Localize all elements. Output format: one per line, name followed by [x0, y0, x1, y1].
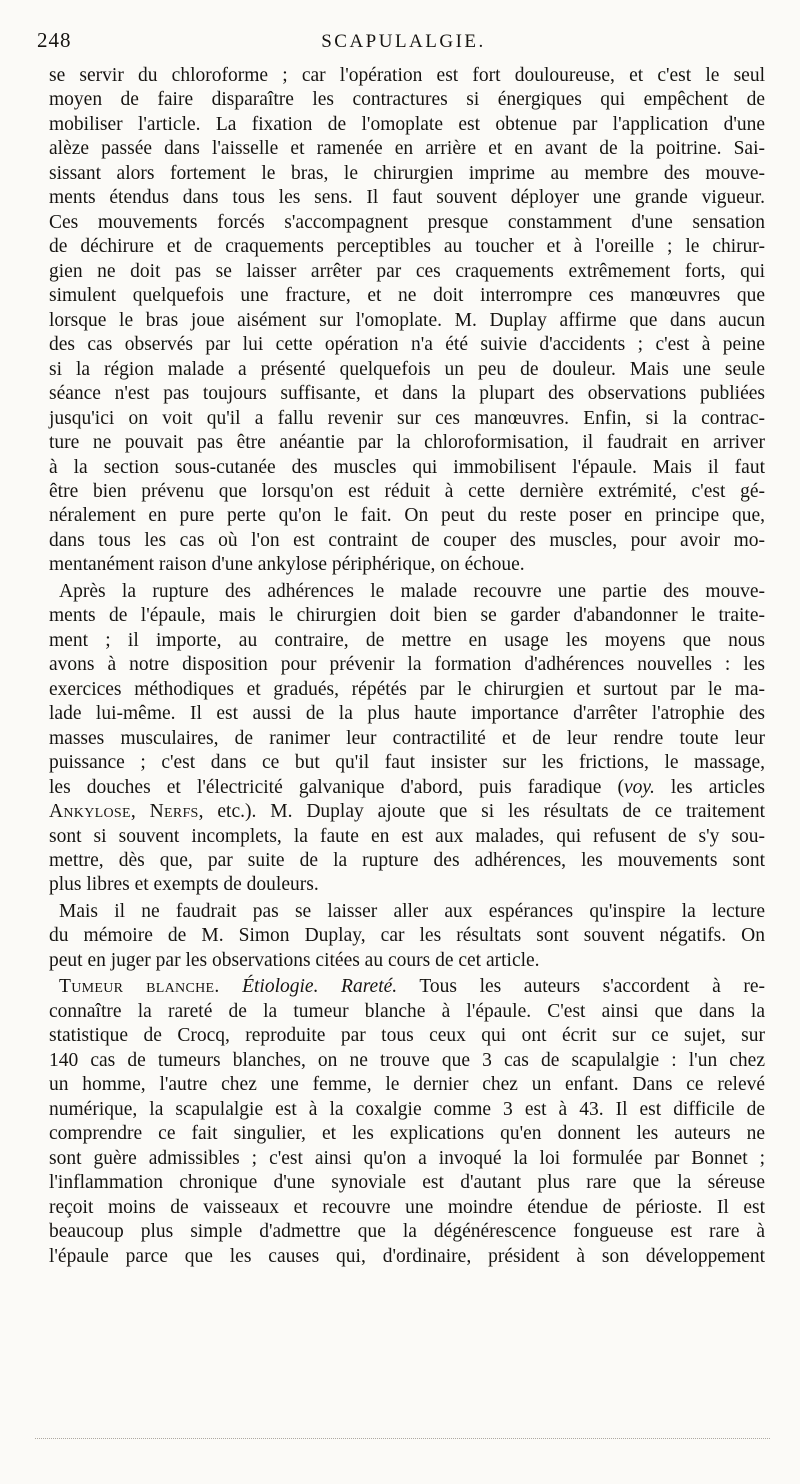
footer-rule — [35, 1438, 770, 1439]
text-line: peut en juger par les observations citées au cours de cet article. — [49, 949, 540, 971]
text-line: connaître la rareté de la tumeur blanche à l'épaule. C'est ainsi que dans la — [49, 1000, 765, 1022]
text-line: jusqu'ici on voit qu'il a fallu revenir sur ces manœuvres. Enfin, si la contrac- — [49, 407, 765, 429]
running-title: SCAPULALGIE. — [321, 31, 486, 52]
text-line: moyen de faire disparaître les contractures si énergiques qui empêchent de — [49, 89, 765, 111]
text-line: masses musculaires, de ranimer leur contractilité et de leur rendre toute leur — [49, 727, 765, 749]
text-line: Ankylose, Nerfs, etc.). M. Duplay ajoute que si les résultats de ce traitement — [49, 801, 766, 823]
text-line: 140 cas de tumeurs blanches, on ne trouve que 3 cas de scapulalgie : l'un chez — [49, 1049, 765, 1071]
text-line: reçoit moins de vaisseaux et recouvre une moindre étendue de périoste. Il est — [49, 1196, 765, 1218]
text-line: se servir du chloroforme ; car l'opération est fort douloureuse, et c'est le seul — [49, 65, 765, 86]
text-line: à la section sous-cutanée des muscles qui immobilisent l'épaule. Mais il faut — [49, 456, 765, 478]
text-line: dans tous les cas où l'on est contraint de couper des muscles, pour avoir mo- — [49, 529, 765, 551]
text-line: mobiliser l'article. La fixation de l'omoplate est obtenue par l'application d'une — [49, 113, 765, 135]
text-line: exercices méthodiques et gradués, répétés par le chirurgien et surtout par le ma- — [49, 678, 765, 700]
text-line: Après la rupture des adhérences le malade recouvre une partie des mouve- — [59, 580, 765, 602]
text-line: des cas observés par lui cette opération n'a été suivie d'accidents ; c'est à peine — [49, 334, 765, 356]
text-line: sont si souvent incomplets, la faute en est aux malades, qui refusent de s'y sou- — [49, 825, 765, 847]
text-line: l'épaule parce que les causes qui, d'ordinaire, président à son développement — [49, 1245, 765, 1267]
text-line: ments étendus dans tous les sens. Il faut souvent déployer une grande vigueur. — [49, 187, 765, 209]
body-text — [49, 64, 765, 1269]
text-line: Ces mouvements forcés s'accompagnent presque constamment d'une sensation — [49, 211, 765, 233]
page-header — [37, 28, 770, 58]
text-line: plus libres et exempts de douleurs. — [49, 874, 319, 896]
text-line: mentanément raison d'une ankylose périphérique, on échoue. — [49, 554, 525, 576]
text-line: mettre, dès que, par suite de la rupture des adhérences, les mouvements sont — [49, 850, 765, 871]
text-line: ment ; il importe, au contraire, de mettre en usage les moyens que nous — [49, 629, 765, 651]
text-line: être bien prévenu que lorsqu'on est réduit à cette dernière extrémité, c'est gé- — [49, 480, 765, 502]
text-line: néralement en pure perte qu'on le fait. On peut du reste poser en principe que, — [49, 505, 765, 527]
text-line: les douches et l'électricité galvanique d'abord, puis faradique (voy. les articles — [49, 776, 765, 798]
text-line: Tumeur blanche. Étiologie. Rareté. Tous les auteurs s'accordent à re- — [59, 976, 765, 998]
page-number: 248 — [37, 28, 72, 52]
text-line: si la région malade a présenté quelquefois un peu de douleur. Mais une seule — [49, 358, 765, 380]
text-line: de déchirure et de craquements perceptibles au toucher et à l'oreille ; le chirur- — [49, 236, 765, 258]
text-line: alèze passée dans l'aisselle et ramenée en arrière et en avant de la poitrine. Sai- — [49, 138, 765, 160]
text-line: lade lui-même. Il est aussi de la plus haute importance d'arrêter l'atrophie des — [49, 703, 765, 725]
text-line: beaucoup plus simple d'admettre que la dégénérescence fongueuse est rare à — [49, 1221, 765, 1243]
text-line: un homme, l'autre chez une femme, le dernier chez un enfant. Dans ce relevé — [49, 1074, 765, 1096]
text-line: comprendre ce fait singulier, et les explications qu'en donnent les auteurs ne — [49, 1123, 765, 1145]
text-line: gien ne doit pas se laisser arrêter par ces craquements extrêmement forts, qui — [49, 260, 765, 282]
text-line: séance n'est pas toujours suffisante, et dans la plupart des observations publiées — [49, 383, 765, 405]
text-line: numérique, la scapulalgie est à la coxalgie comme 3 est à 43. Il est difficile de — [49, 1098, 765, 1120]
text-line: statistique de Crocq, reproduite par tous ceux qui ont écrit sur ce sujet, sur — [49, 1025, 765, 1047]
text-line: sissant alors fortement le bras, le chirurgien imprime au membre des mouve- — [49, 162, 765, 184]
text-line: ture ne pouvait pas être anéantie par la chloroformisation, il faudrait en arriver — [49, 432, 765, 454]
text-line: simulent quelquefois une fracture, et ne doit interrompre ces manœuvres que — [49, 285, 765, 307]
text-line: du mémoire de M. Simon Duplay, car les résultats sont souvent négatifs. On — [49, 925, 765, 947]
text-line: sont guère admissibles ; c'est ainsi qu'on a invoqué la loi formulée par Bonnet ; — [49, 1147, 765, 1169]
text-line: Mais il ne faudrait pas se laisser aller aux espérances qu'inspire la lecture — [59, 900, 765, 922]
text-line: l'inflammation chronique d'une synoviale est d'autant plus rare que la séreuse — [49, 1172, 765, 1194]
text-line: puissance ; c'est dans ce but qu'il faut insister sur les frictions, le massage, — [49, 752, 765, 774]
text-line: avons à notre disposition pour prévenir la formation d'adhérences nouvelles : les — [49, 654, 765, 676]
text-line: lorsque le bras joue aisément sur l'omoplate. M. Duplay affirme que dans aucun — [49, 309, 765, 331]
text-line: ments de l'épaule, mais le chirurgien doit bien se garder d'abandonner le traite- — [49, 605, 765, 627]
